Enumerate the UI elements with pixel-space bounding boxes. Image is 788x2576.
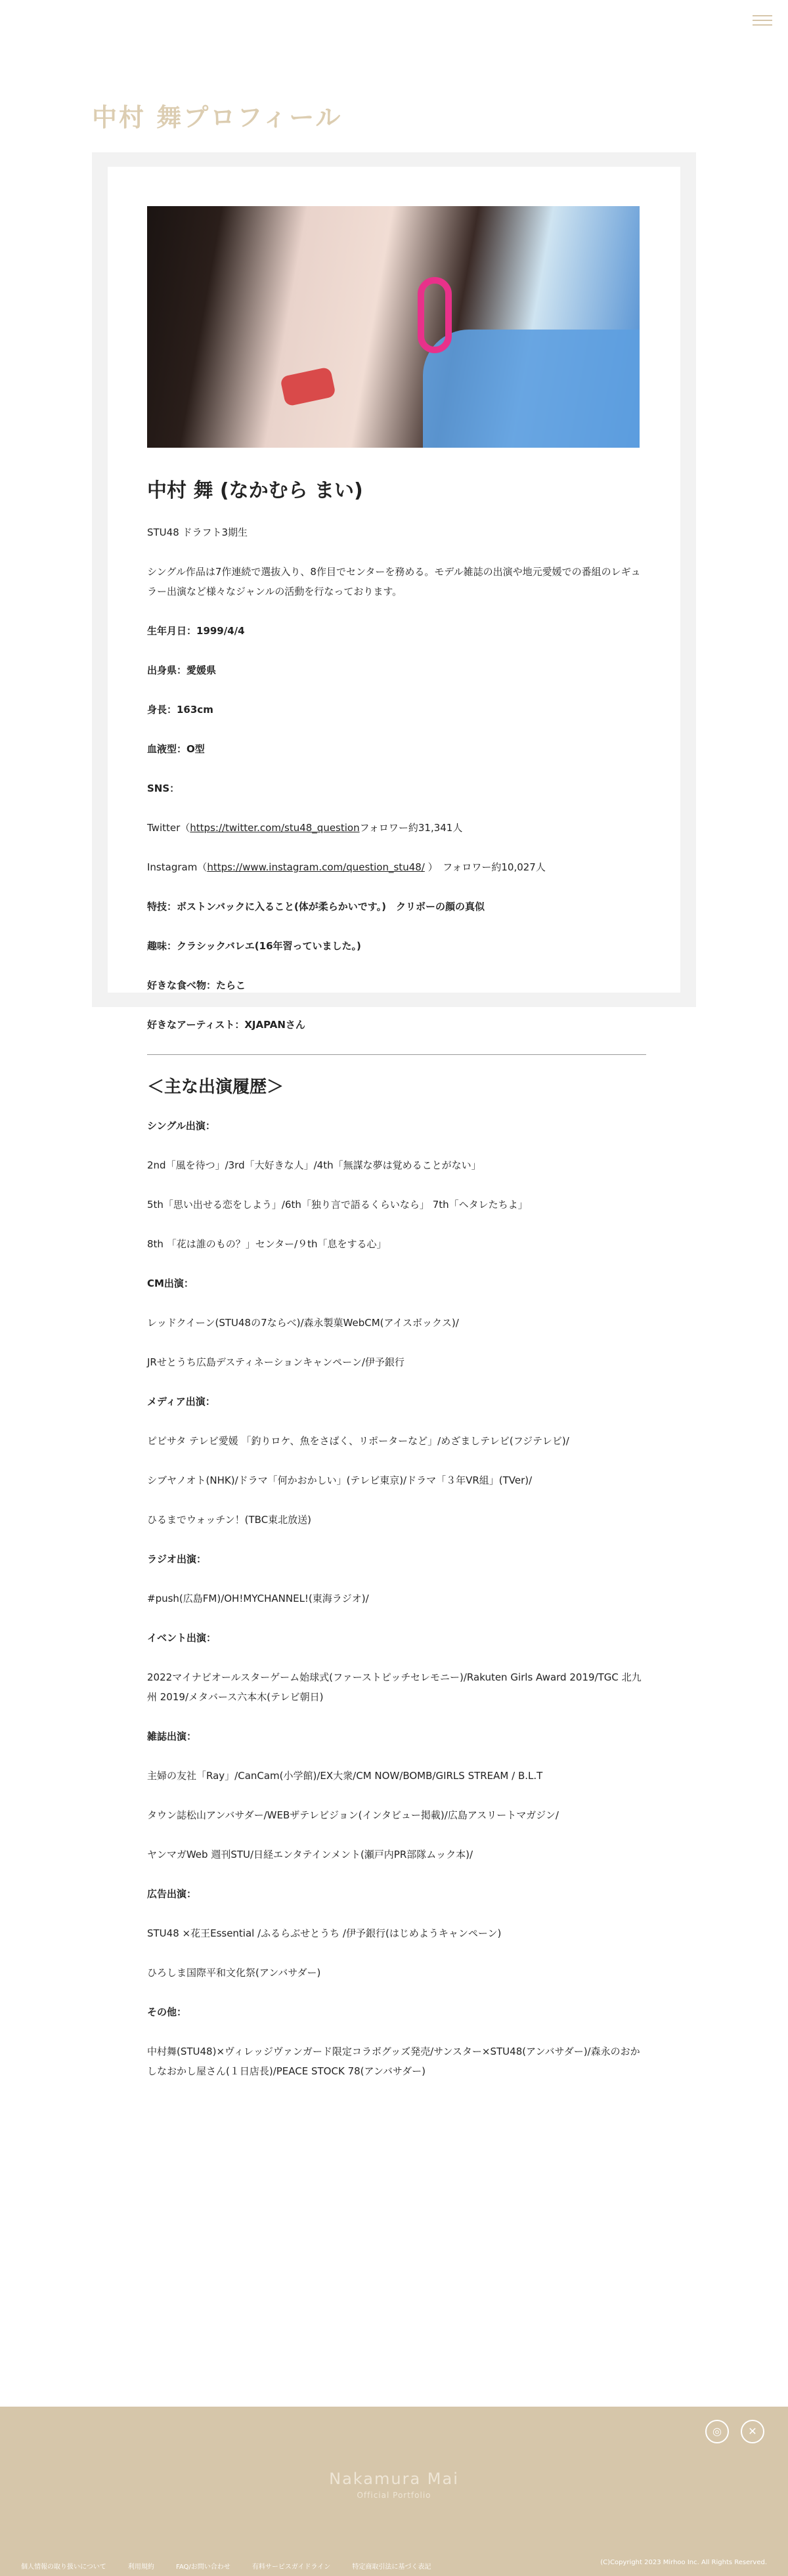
copyright: (C)Copyright 2023 Mirhoo Inc. All Rights Reserved. [600, 2559, 767, 2566]
profile-sns-label: SNS： [147, 783, 180, 794]
profile-card [108, 167, 680, 2077]
history-cm-2: JRせとうち広島デスティネーションキャンペーン/伊予銀行 [147, 1356, 405, 1368]
history-magazine-1: 主婦の友社「Ray」/CanCam(小学館)/EX大衆/CM NOW/BOMB/GIRLS STREAM / B.L.T [147, 1770, 543, 1782]
footer-brand [0, 2470, 788, 2500]
history-title: ＜主な出演履歴＞ [147, 1077, 284, 1097]
profile-artist: 好きなアーティスト：XJAPANさん [147, 1019, 305, 1031]
history-other-label: その他： [147, 2006, 187, 2018]
profile-food: 好きな食べ物：たらこ [147, 979, 246, 991]
footer-links [21, 2559, 449, 2571]
profile-twitter: Twitter（https://twitter.com/stu48_questionフォロワー約31,341人 [147, 822, 463, 834]
profile-photo [147, 206, 640, 448]
footer-link-privacy[interactable]: 個人情報の取り扱いについて [21, 2564, 106, 2571]
profile-hometown: 出身県：愛媛県 [147, 664, 217, 676]
twitter-link[interactable]: https://twitter.com/stu48_question [190, 822, 360, 834]
history-radio-1: #push(広島FM)/OH!MYCHANNEL!(東海ラジオ)/ [147, 1593, 369, 1604]
history-media-2: シブヤノオト(NHK)/ドラマ「何かおかしい」(テレビ東京)/ドラマ「３年VR組」(TVer)/ [147, 1474, 533, 1486]
history-media-3: ひるまでウォッチン！(TBC東北放送) [147, 1514, 312, 1526]
footer-link-tokushoho[interactable]: 特定商取引法に基づく表記 [352, 2564, 431, 2571]
history-single-2: 5th「思い出せる恋をしよう」/6th「独り言で語るくらいなら」 7th「ヘタレたちよ」 [147, 1199, 528, 1211]
profile-blood: 血液型：O型 [147, 743, 205, 755]
hamburger-menu-icon[interactable] [753, 12, 772, 32]
page-title: 中村 舞プロフィール [92, 103, 343, 132]
history-single-label: シングル出演： [147, 1120, 215, 1132]
history-ad-1: STU48 ×花王Essential /ふるらぶせとうち /伊予銀行(はじめようキャンペーン) [147, 1927, 502, 1939]
history-cm-label: CM出演： [147, 1277, 194, 1289]
history-ad-2: ひろしま国際平和文化祭(アンバサダー) [147, 1967, 321, 1979]
footer-link-guideline[interactable]: 有料サービスガイドライン [252, 2564, 331, 2571]
profile-height: 身長：163cm [147, 704, 213, 716]
profile-birthday: 生年月日：1999/4/4 [147, 625, 245, 637]
section-divider [147, 1054, 646, 1055]
history-other-1: 中村舞(STU48)×ヴィレッジヴァンガード限定コラボグッズ発売/サンスター×STU48(アンバサダー)/森永のおかしなおかし屋さん(１日店長)/PEACE STOCK 78(アンバサダー) [147, 2046, 640, 2077]
history-media-label: メディア出演： [147, 1396, 215, 1407]
profile-instagram: Instagram（https://www.instagram.com/question_stu48/ ） フォロワー約10,027人 [147, 861, 546, 873]
history-ad-label: 広告出演： [147, 1888, 197, 1900]
instagram-icon[interactable]: ◎ [705, 2420, 729, 2443]
footer-link-faq[interactable]: FAQ/お問い合わせ [176, 2564, 230, 2571]
profile-group: STU48 ドラフト3期生 [147, 526, 248, 538]
history-event-1: 2022マイナビオールスターゲーム始球式(ファーストピッチセレモニー)/Rakuten Girls Award 2019/TGC 北九州 2019/メタバース六本木(テレビ朝日) [147, 1671, 642, 1703]
brand-sub: Official Portfolio [357, 2491, 431, 2500]
x-icon[interactable]: ✕ [741, 2420, 764, 2443]
footer-link-terms[interactable]: 利用規約 [127, 2564, 154, 2571]
profile-content [147, 474, 646, 2101]
history-media-1: ピピサタ テレビ愛媛 「釣りロケ、魚をさばく、リポーターなど」/めざましテレビ(フジテレビ)/ [147, 1435, 569, 1447]
profile-intro: シングル作品は7作連続で選抜入り、8作目でセンターを務める。モデル雑誌の出演や地元愛媛での番組のレギュラー出演など様々なジャンルの活動を行なっております。 [147, 566, 641, 597]
profile-skill: 特技：ボストンバックに入ること(体が柔らかいです。) クリボーの顔の真似 [147, 901, 485, 912]
history-event-label: イベント出演： [147, 1632, 217, 1644]
brand-name: Nakamura Mai [329, 2470, 459, 2488]
history-single-1: 2nd「風を待つ」/3rd「大好きな人」/4th「無謀な夢は覚めることがない」 [147, 1159, 481, 1171]
profile-hobby: 趣味：クラシックバレエ(16年習っていました。) [147, 940, 361, 952]
profile-frame [92, 152, 696, 2077]
history-magazine-2: タウン誌松山アンバサダー/WEBザテレビジョン(インタビュー掲載)/広島アスリートマガジン/ [147, 1809, 559, 1821]
instagram-link[interactable]: https://www.instagram.com/question_stu48/ [207, 861, 425, 873]
profile-name: 中村 舞 (なかむら まい) [147, 479, 363, 502]
history-single-3: 8th 「花は誰のもの？」センター/９th「息をする心」 [147, 1238, 387, 1250]
history-magazine-3: ヤンマガWeb 週刊STU/日経エンタテインメント(瀬戸内PR部隊ムック本)/ [147, 1849, 473, 1860]
footer [0, 2407, 788, 2576]
history-magazine-label: 雑誌出演： [147, 1730, 197, 1742]
history-radio-label: ラジオ出演： [147, 1553, 207, 1565]
history-cm-1: レッドクイーン(STU48の7ならべ)/森永製菓WebCM(アイスボックス)/ [147, 1317, 459, 1329]
